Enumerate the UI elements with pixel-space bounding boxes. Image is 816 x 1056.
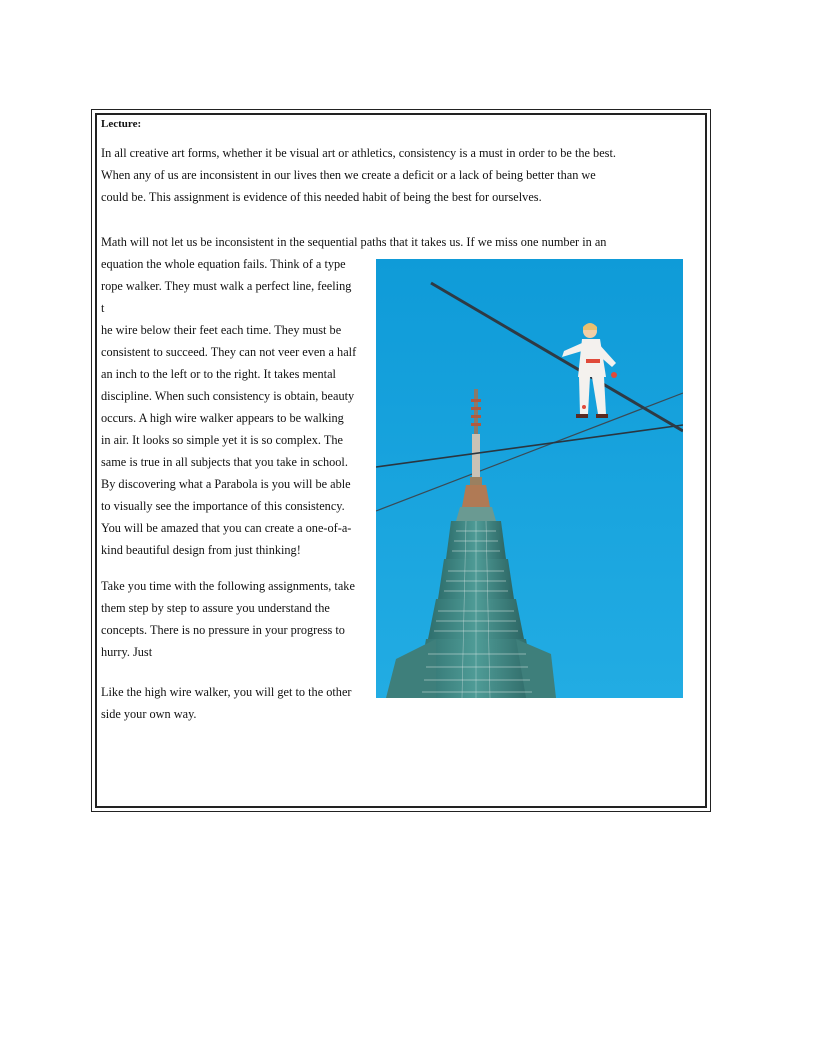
text-line: side your own way. — [101, 707, 197, 721]
text-line: to visually see the importance of this consistency. — [101, 499, 345, 513]
high-wire-walker-photo — [376, 259, 683, 698]
text-line: them step by step to assure you understand the — [101, 601, 330, 615]
text-line: t — [101, 301, 105, 315]
paragraph-closing — [101, 681, 371, 725]
text-line: rope walker. They must walk a perfect line, feeling — [101, 279, 352, 293]
text-line: kind beautiful design from just thinking! — [101, 543, 301, 557]
text-line: consistent to succeed. They can not veer even a half — [101, 345, 357, 359]
text-line: By discovering what a Parabola is you will be able — [101, 477, 351, 491]
text-line: hurry. Just — [101, 645, 153, 659]
text-line: he wire below their feet each time. They must be — [101, 323, 342, 337]
paragraph-math-continued — [101, 253, 371, 561]
lecture-heading: Lecture: — [101, 118, 142, 130]
text-line: In all creative art forms, whether it be visual art or athletics, consistency is a must in order to be the best. — [101, 146, 616, 160]
text-line: same is true in all subjects that you take in school. — [101, 455, 348, 469]
text-line: equation the whole equation fails. Think of a type — [101, 257, 346, 271]
sky-background — [376, 259, 683, 698]
text-line: an inch to the left or to the right. It takes mental — [101, 367, 336, 381]
text-line: Like the high wire walker, you will get to the other — [101, 685, 352, 699]
text-line: Take you time with the following assignments, take — [101, 579, 355, 593]
paragraph-math-first-line: Math will not let us be inconsistent in the sequential paths that it takes us. If we miss one number in an — [101, 235, 607, 249]
text-line: When any of us are inconsistent in our lives then we create a deficit or a lack of being better than we — [101, 168, 596, 182]
text-line: in air. It looks so simple yet it is so complex. The — [101, 433, 343, 447]
text-line: occurs. A high wire walker appears to be walking — [101, 411, 344, 425]
paragraph-take-your-time — [101, 575, 371, 663]
text-line: concepts. There is no pressure in your progress to — [101, 623, 345, 637]
text-line: You will be amazed that you can create a one-of-a- — [101, 521, 352, 535]
paragraph-consistency — [101, 142, 661, 208]
text-line: could be. This assignment is evidence of this needed habit of being the best for ourselves. — [101, 190, 542, 204]
text-line: discipline. When such consistency is obtain, beauty — [101, 389, 355, 403]
